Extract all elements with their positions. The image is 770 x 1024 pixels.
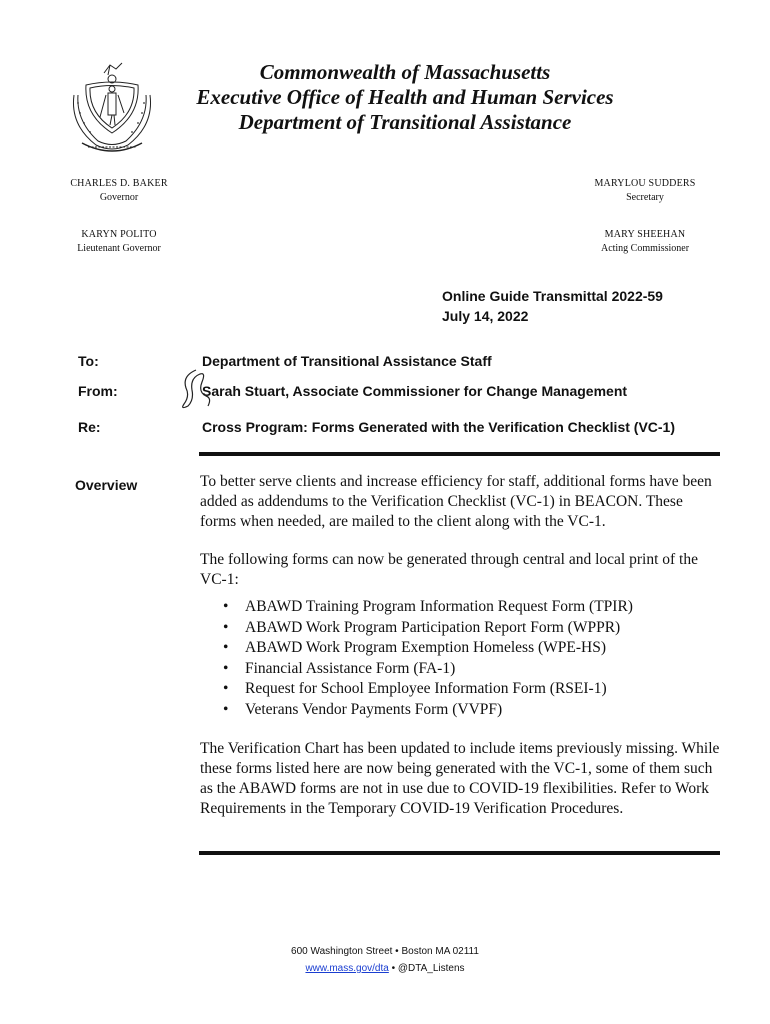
- commissioner-name: MARY SHEEHAN: [604, 229, 686, 240]
- massachusetts-seal-icon: [68, 55, 156, 157]
- to-value: Department of Transitional Assistance Staff: [202, 353, 492, 369]
- transmittal-block: [442, 286, 663, 326]
- list-item: • ABAWD Training Program Information Request Form (TPIR): [220, 597, 633, 618]
- overview-paragraph-1: To better serve clients and increase efficiency for staff, additional forms have been added as addendums to the Verification Checklist (VC-1) in BEACON. These forms when needed, are mailed to the client along with the VC-1.: [200, 473, 712, 530]
- footer-contact: [0, 960, 770, 977]
- governor-name: CHARLES D. BAKER: [70, 178, 168, 189]
- secretary-title: Secretary: [626, 192, 664, 203]
- bullet-icon: •: [223, 598, 229, 615]
- commissioner-block: [580, 228, 710, 256]
- forms-list: [220, 597, 633, 720]
- governor-block: [58, 177, 180, 205]
- list-item: • Financial Assistance Form (FA-1): [220, 659, 633, 680]
- dta-heading: Department of Transitional Assistance: [238, 110, 572, 134]
- bullet-icon: •: [223, 618, 229, 636]
- footer-address: 600 Washington Street • Boston MA 02111: [291, 946, 479, 957]
- footer-separator: •: [388, 963, 398, 974]
- bottom-divider: [199, 851, 720, 855]
- re-label: Re:: [78, 419, 101, 435]
- overview-paragraph-2: The following forms can now be generated through central and local print of the VC-1:: [200, 551, 698, 588]
- list-item: • Request for School Employee Information Form (RSEI-1): [220, 679, 633, 700]
- letterhead: [150, 60, 660, 135]
- overview-label: Overview: [75, 477, 138, 493]
- to-label: To:: [78, 353, 99, 369]
- list-item: • ABAWD Work Program Participation Report Form (WPPR): [220, 618, 633, 639]
- eohhs-heading: Executive Office of Health and Human Services: [196, 85, 614, 109]
- list-item: • Veterans Vendor Payments Form (VVPF): [220, 700, 633, 721]
- bullet-icon: •: [223, 659, 229, 677]
- secretary-block: [580, 177, 710, 205]
- list-item: • ABAWD Work Program Exemption Homeless (WPE-HS): [220, 638, 633, 659]
- bullet-icon: •: [223, 680, 229, 697]
- governor-title: Governor: [99, 192, 139, 203]
- re-value: Cross Program: Forms Generated with the Verification Checklist (VC-1): [202, 419, 675, 435]
- overview-paragraph-3: The Verification Chart has been updated to include items previously missing. While these forms listed here are now being generated with the VC-1, some of them such as the ABAWD forms are not in use due to COVID-19 flexibilities. Refer to Work Requirements in the Temporary COVID-19 Verification Procedures.: [200, 740, 720, 817]
- signature-icon: [176, 366, 218, 414]
- commissioner-title: Acting Commissioner: [600, 243, 690, 254]
- footer: [0, 943, 770, 977]
- commonwealth-heading: Commonwealth of Massachusetts: [259, 60, 551, 84]
- from-label: From:: [78, 383, 118, 399]
- lt-governor-block: [58, 228, 180, 256]
- secretary-name: MARYLOU SUDDERS: [594, 178, 696, 189]
- bullet-icon: •: [223, 639, 229, 656]
- website-link[interactable]: www.mass.gov/dta: [305, 963, 389, 974]
- from-value: Sarah Stuart, Associate Commissioner for Change Management: [202, 383, 628, 399]
- twitter-handle: @DTA_Listens: [397, 963, 465, 974]
- transmittal-number: Online Guide Transmittal 2022-59: [442, 288, 663, 304]
- transmittal-date: July 14, 2022: [442, 308, 529, 324]
- lt-governor-name: KARYN POLITO: [81, 229, 157, 240]
- top-divider: [199, 452, 720, 456]
- lt-governor-title: Lieutenant Governor: [77, 243, 161, 254]
- bullet-icon: •: [223, 700, 229, 718]
